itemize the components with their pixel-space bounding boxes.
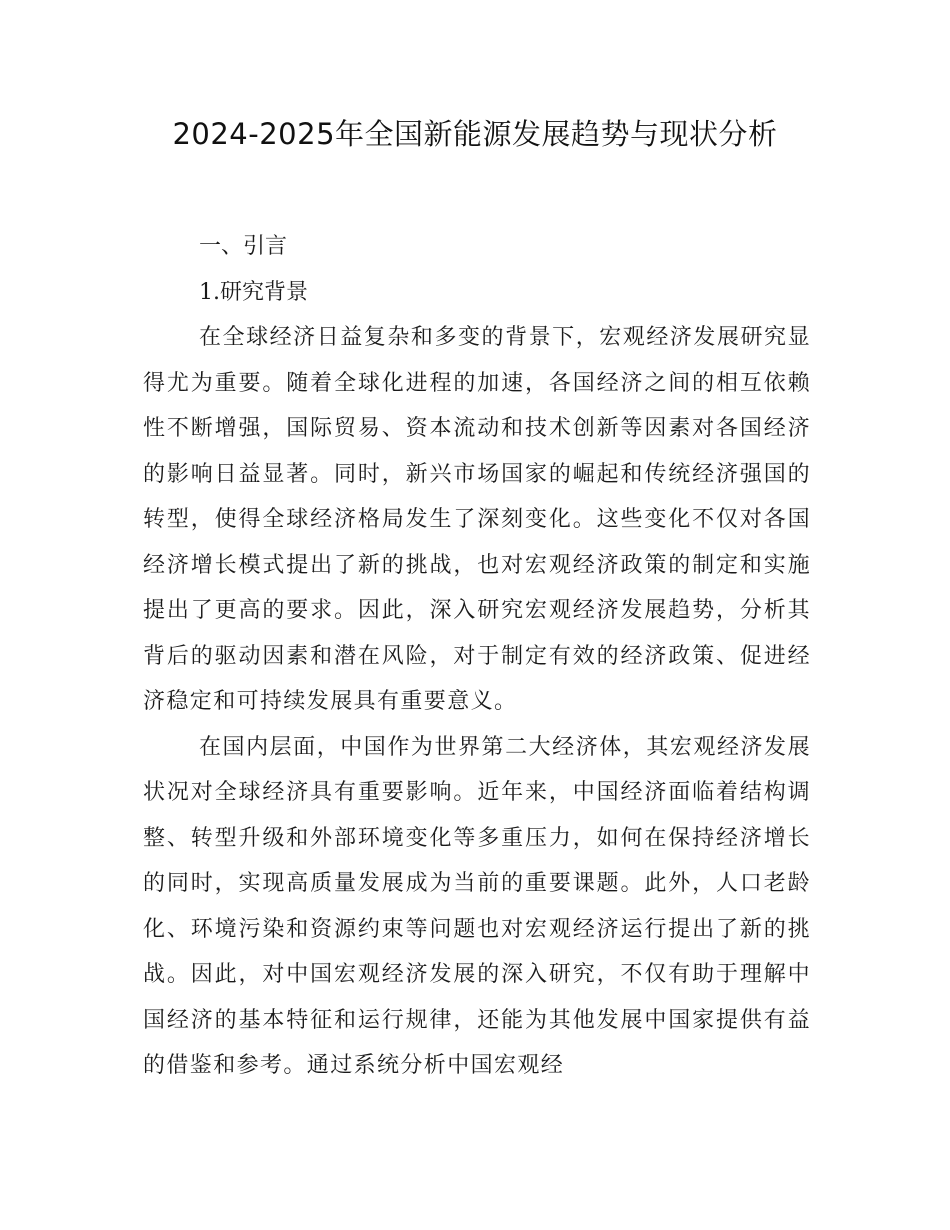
document-body bbox=[143, 224, 811, 1089]
document-title: 2024-2025年全国新能源发展趋势与现状分析 bbox=[172, 117, 778, 151]
subsection-heading: 1.研究背景 bbox=[199, 279, 308, 305]
paragraph: 在国内层面，中国作为世界第二大经济体，其宏观经济发展状况对全球经济具有重要影响。近年来，中国经济面临着结构调整、转型升级和外部环境变化等多重压力，如何在保持经济增长的同时，实现高质量发展成为当前的重要课题。此外，人口老龄化、环境污染和资源约束等问题也对宏观经济运行提出了新的挑战。因此，对中国宏观经济发展的深入研究，不仅有助于理解中国经济的基本特征和运行规律，还能为其他发展中国家提供有益的借鉴和参考。通过系统分析中国宏观经 bbox=[143, 734, 811, 1078]
section-heading: 一、引言 bbox=[199, 234, 288, 259]
paragraph: 在全球经济日益复杂和多变的背景下，宏观经济发展研究显得尤为重要。随着全球化进程的加速，各国经济之间的相互依赖性不断增强，国际贸易、资本流动和技术创新等因素对各国经济的影响日益显著。同时，新兴市场国家的崛起和传统经济强国的转型，使得全球经济格局发生了深刻变化。这些变化不仅对各国经济增长模式提出了新的挑战，也对宏观经济政策的制定和实施提出了更高的要求。因此，深入研究宏观经济发展趋势，分析其背后的驱动因素和潜在风险，对于制定有效的经济政策、促进经济稳定和可持续发展具有重要意义。 bbox=[143, 325, 811, 714]
